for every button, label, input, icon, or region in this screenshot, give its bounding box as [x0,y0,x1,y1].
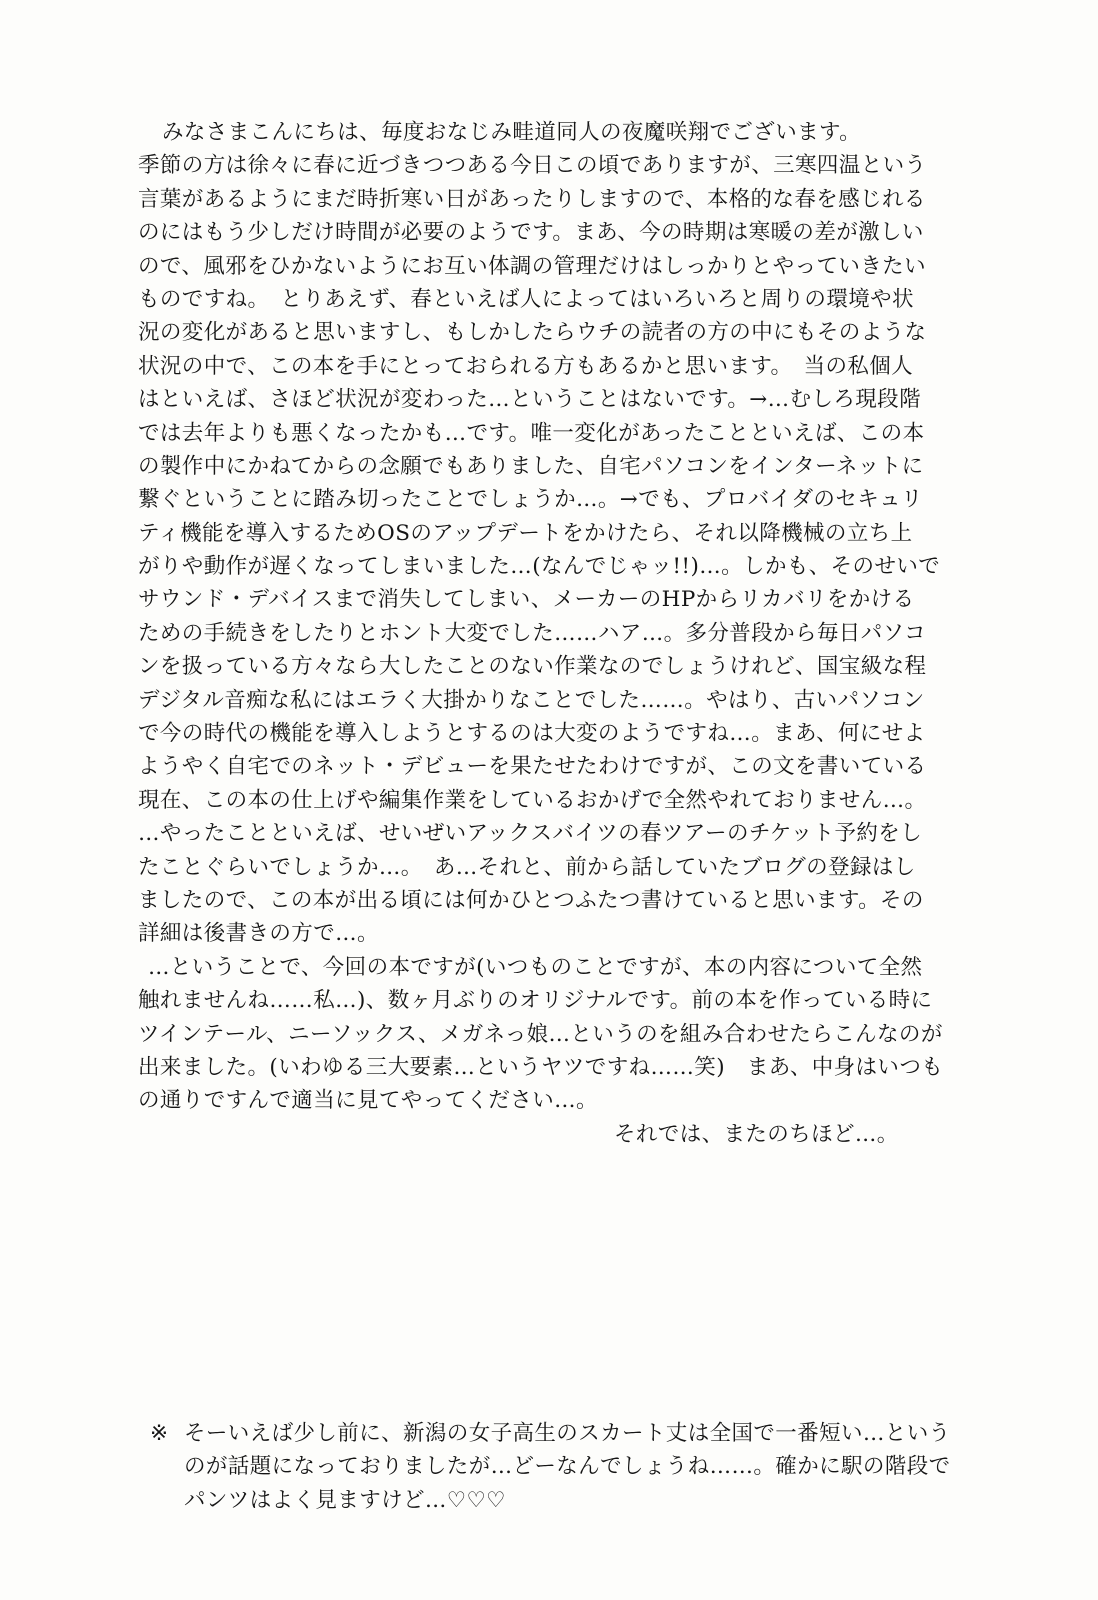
text-line: で今の時代の機能を導入しようとするのは大変のようですね…。まあ、何にせよ [138,721,926,747]
footnote [150,1417,980,1517]
text-line: デジタル音痴な私にはエラく大掛かりなことでした……。やはり、古いパソコン [138,687,925,713]
text-line: …やったことといえば、せいぜいアックスバイツの春ツアーのチケット予約をし [138,821,923,847]
text-line: 況の変化があると思いますし、もしかしたらウチの読者の方の中にもそのような [138,320,927,346]
text-line: の通りですんで適当に見てやってください…。 [138,1088,598,1114]
footnote-lines [184,1417,980,1517]
text-line: では去年よりも悪くなったかも…です。唯一変化があったことといえば、この本 [138,420,925,446]
text-line: のにはもう少しだけ時間が必要のようです。まあ、今の時期は寒暖の差が激しい [138,220,924,246]
text-line: 出来ました。(いわゆる三大要素…というヤツですね……笑) まあ、中身はいつも [138,1054,944,1080]
text-line: 季節の方は徐々に春に近づきつつある今日この頃でありますが、三寒四温という [138,153,927,179]
text-line: 繋ぐということに踏み切ったことでしょうか…。→でも、プロバイダのセキュリ [138,487,923,513]
text-line: ツインテール、ニーソックス、メガネっ娘…というのを組み合わせたらこんなのが [138,1021,943,1047]
text-line: がりや動作が遅くなってしまいました…(なんでじゃッ!!)…。しかも、そのせいで [138,554,941,580]
footnote-line: パンツはよく見ますけど…♡♡♡ [184,1487,506,1513]
text-line: ンを扱っている方々なら大したことのない作業なのでしょうけれど、国宝級な程 [138,654,927,680]
text-line: 触れませんね……私…)、数ヶ月ぶりのオリジナルです。前の本を作っている時に [138,988,933,1014]
text-line: 現在、この本の仕上げや編集作業をしているおかげで全然やれておりません…。 [138,787,927,813]
footnote-line: そーいえば少し前に、新潟の女子高生のスカート丈は全国で一番短い…という [184,1421,951,1446]
reference-mark: ※ [150,1421,169,1446]
text-line: 状況の中で、この本を手にとっておられる方もあるかと思います。 当の私個人 [138,353,914,379]
text-line: ための手続きをしたりとホント大変でした……ハア…。多分普段から毎日パソコ [138,620,926,646]
text-line: はといえば、さほど状況が変わった…ということはないです。→…むしろ現段階 [138,387,921,413]
text-line: たことぐらいでしょうか…。 あ…それと、前から話していたブログの登録はし [138,854,916,880]
closing-line: それでは、またのちほど…。 [614,1121,899,1147]
text-line: …ということで、今回の本ですが(いつものことですが、本の内容について全然 [148,954,923,980]
footnote-line: のが話題になっておりましたが…どーなんでしょうね……。確かに駅の階段で [184,1454,951,1480]
text-line: の製作中にかねてからの念願でもありました、自宅パソコンをインターネットに [138,453,924,479]
text-line: 言葉があるようにまだ時折寒い日があったりしますので、本格的な春を感じれる [138,186,926,212]
text-line: ましたので、この本が出る頃には何かひとつふたつ書けていると思います。その [138,887,924,913]
text-line: ものですね。 とりあえず、春といえば人によってはいろいろと周りの環境や状 [138,286,914,312]
text-line: ので、風邪をひかないようにお互い体調の管理だけはしっかりとやっていきたい [138,253,926,279]
text-line: ティ機能を導入するためOSのアップデートをかけたら、それ以降機械の立ち上 [138,520,913,546]
text-line: みなさまこんにちは、毎度おなじみ畦道同人の夜魔咲翔でございます。 [162,120,862,145]
main-body-text [138,116,968,1151]
text-line: ようやく自宅でのネット・デビューを果たせたわけですが、この文を書いている [138,754,927,780]
text-line: 詳細は後書きの方で…。 [138,921,379,947]
footnote-row [150,1417,980,1517]
text-line: サウンド・デバイスまで消失してしまい、メーカーのHPからリカバリをかける [138,587,915,613]
